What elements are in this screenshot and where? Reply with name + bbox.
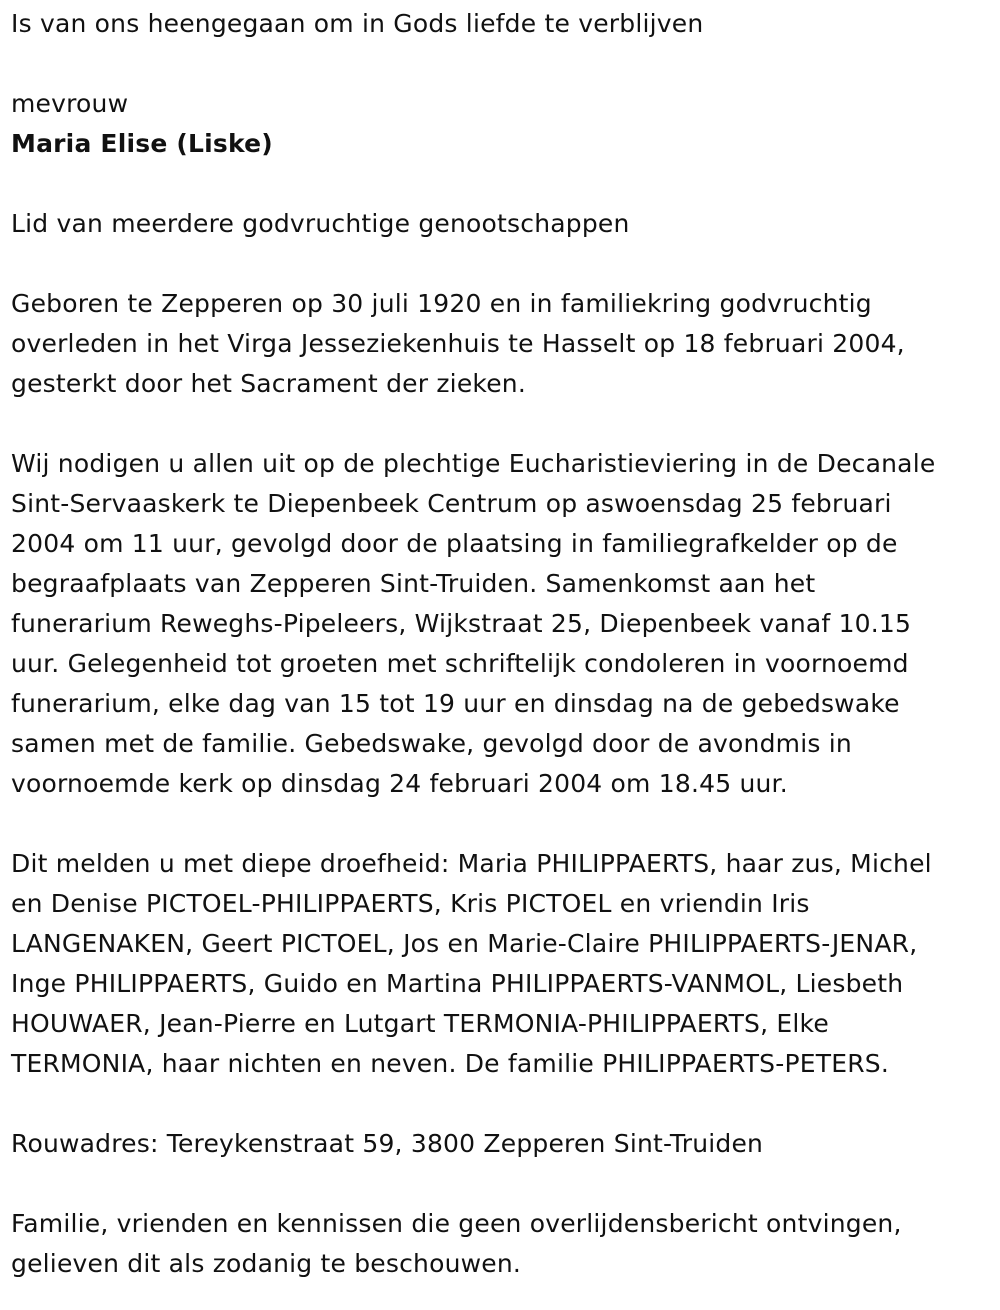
paragraph-line: funerarium, elke dag van 15 tot 19 uur en dinsdag na de gebedswake (11, 689, 900, 718)
deceased-name: Maria Elise (Liske) (11, 129, 273, 158)
paragraph-line: Familie, vrienden en kennissen die geen overlijdensbericht ontvingen, (11, 1209, 902, 1238)
membership-line: Lid van meerdere godvruchtige genootschappen (11, 209, 630, 238)
spacer (11, 244, 996, 284)
paragraph-line: funerarium Reweghs-Pipeleers, Wijkstraat 25, Diepenbeek vanaf 10.15 (11, 609, 912, 638)
paragraph-line: begraafplaats van Zepperen Sint-Truiden. Samenkomst aan het (11, 569, 816, 598)
paragraph-line: Sint-Servaaskerk te Diepenbeek Centrum op aswoensdag 25 februari (11, 489, 892, 518)
family-paragraph (11, 844, 996, 1084)
paragraph-line: en Denise PICTOEL-PHILIPPAERTS, Kris PICTOEL en vriendin Iris (11, 889, 810, 918)
spacer (11, 1164, 996, 1204)
opening-line: Is van ons heengegaan om in Gods liefde te verblijven (11, 9, 704, 38)
paragraph-line: uur. Gelegenheid tot groeten met schriftelijk condoleren in voornoemd (11, 649, 909, 678)
paragraph-line: gesterkt door het Sacrament der zieken. (11, 369, 526, 398)
spacer (11, 804, 996, 844)
paragraph-line: overleden in het Virga Jesseziekenhuis te Hasselt op 18 februari 2004, (11, 329, 905, 358)
paragraph-line: voornoemde kerk op dinsdag 24 februari 2004 om 18.45 uur. (11, 769, 788, 798)
birth-death-paragraph (11, 284, 996, 404)
spacer (11, 404, 996, 444)
invitation-paragraph (11, 444, 996, 804)
paragraph-line: TERMONIA, haar nichten en neven. De familie PHILIPPAERTS-PETERS. (11, 1049, 889, 1078)
mourning-address: Rouwadres: Tereykenstraat 59, 3800 Zepperen Sint-Truiden (11, 1129, 764, 1158)
paragraph-line: Dit melden u met diepe droefheid: Maria PHILIPPAERTS, haar zus, Michel (11, 849, 932, 878)
paragraph-line: samen met de familie. Gebedswake, gevolgd door de avondmis in (11, 729, 852, 758)
closing-paragraph (11, 1204, 996, 1284)
spacer (11, 44, 996, 84)
paragraph-line: 2004 om 11 uur, gevolgd door de plaatsing in familiegrafkelder op de (11, 529, 898, 558)
paragraph-line: Wij nodigen u allen uit op de plechtige Eucharistieviering in de Decanale (11, 449, 936, 478)
spacer (11, 1084, 996, 1124)
obituary-notice (11, 4, 996, 1284)
spacer (11, 164, 996, 204)
paragraph-line: LANGENAKEN, Geert PICTOEL, Jos en Marie-Claire PHILIPPAERTS-JENAR, (11, 929, 918, 958)
paragraph-line: HOUWAER, Jean-Pierre en Lutgart TERMONIA-PHILIPPAERTS, Elke (11, 1009, 829, 1038)
honorific: mevrouw (11, 89, 129, 118)
paragraph-line: Geboren te Zepperen op 30 juli 1920 en in familiekring godvruchtig (11, 289, 872, 318)
paragraph-line: Inge PHILIPPAERTS, Guido en Martina PHILIPPAERTS-VANMOL, Liesbeth (11, 969, 904, 998)
paragraph-line: gelieven dit als zodanig te beschouwen. (11, 1249, 522, 1278)
